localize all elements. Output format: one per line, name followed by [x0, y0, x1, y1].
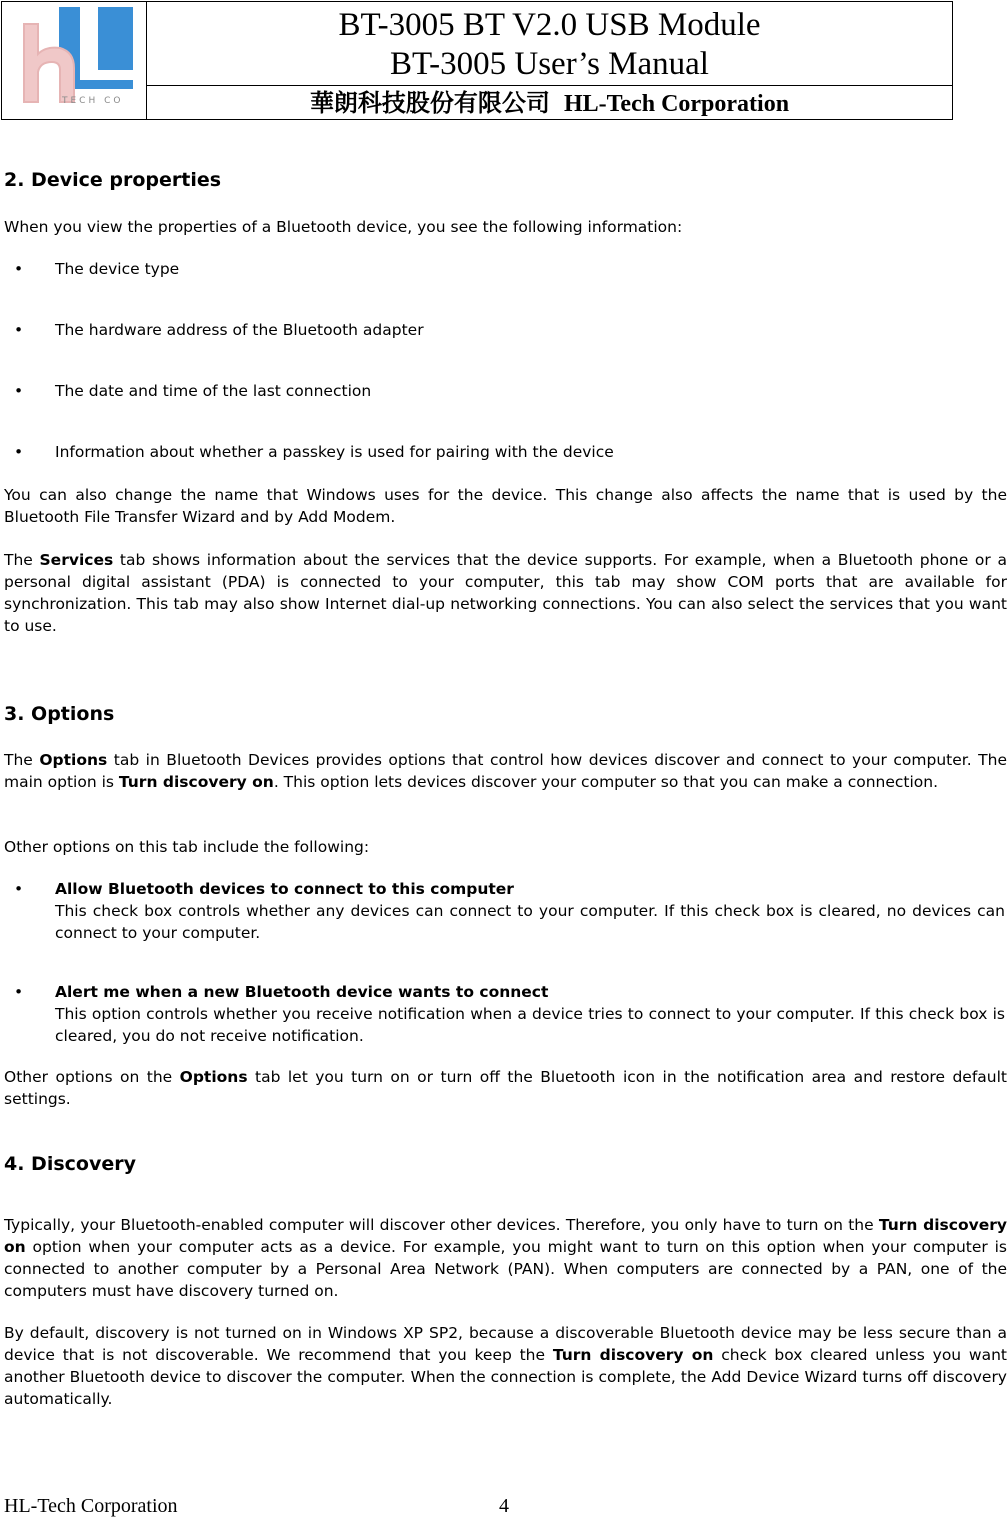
section-3-paragraph-3	[4, 1066, 1007, 1110]
option-title: Alert me when a new Bluetooth device wants to connect	[55, 983, 549, 1001]
text-run: By default, discovery is not turned on in Windows XP SP2, because a discoverable Bluetooth device may be less secure than a device that is not discoverable. We recommend that you keep the	[4, 1324, 1007, 1364]
company-name	[147, 87, 952, 119]
option-description: This option controls whether you receive notification when a device tries to connect to your computer. If this check box is cleared, you do not receive notification.	[55, 1005, 1005, 1045]
bullet-icon: •	[14, 321, 24, 339]
text-run: tab let you turn on or turn off the Bluetooth icon in the notification area and restore default settings.	[4, 1068, 1007, 1108]
bullet-icon: •	[14, 260, 24, 278]
option-description: This check box controls whether any devices can connect to your computer. If this check box is cleared, no devices can connect to your computer.	[55, 902, 1005, 942]
bold-term: Options	[39, 751, 108, 769]
text-run: Other options on the	[4, 1068, 180, 1086]
list-item: The device type	[55, 260, 180, 278]
list-item: The date and time of the last connection	[55, 382, 372, 400]
text-run: tab in Bluetooth Devices provides options that control how devices discover and connect to your computer. The main option is	[4, 751, 1007, 791]
logo-cell	[2, 2, 147, 119]
section-2-paragraph-2	[4, 549, 1007, 637]
section-2-paragraph-1: You can also change the name that Windows uses for the device. This change also affects the name that is used by the Bluetooth File Transfer Wizard and by Add Modem.	[4, 486, 1007, 526]
section-3-heading: 3. Options	[4, 703, 115, 725]
bold-term: Turn discovery on	[4, 1216, 1007, 1256]
text-run: Typically, your Bluetooth-enabled computer will discover other devices. Therefore, you only have to turn on the	[4, 1216, 879, 1234]
section-2-heading: 2. Device properties	[4, 169, 222, 191]
section-2-intro: When you view the properties of a Bluetooth device, you see the following information:	[4, 218, 683, 236]
text-run: . This option lets devices discover your computer so that you can make a connection.	[273, 773, 939, 791]
bold-term: Turn discovery on	[118, 773, 274, 791]
bullet-icon: •	[14, 443, 24, 461]
bold-term: Turn discovery on	[552, 1346, 714, 1364]
document-header	[1, 1, 953, 120]
company-name-cn: 華朗科技股份有限公司	[309, 88, 550, 117]
bullet-icon: •	[14, 382, 24, 400]
list-item	[55, 981, 1005, 1047]
text-run: tab shows information about the services that the device supports. For example, when a Bluetooth phone or a personal digital assistant (PDA) is connected to your computer, this tab may show COM ports that are available for synchronization. This tab may also show Internet dial-up networking connections. You can also select the services that you want to use.	[4, 551, 1007, 635]
list-item	[55, 878, 1005, 944]
text-run: The	[4, 751, 40, 769]
page-number: 4	[499, 1495, 509, 1517]
text-run: option when your computer acts as a device. For example, you might want to turn on this option when your computer is connected to another computer by a Personal Area Network (PAN). When computers are connected by a PAN, one of the computers must have discovery turned on.	[4, 1238, 1007, 1300]
bullet-icon: •	[14, 880, 24, 898]
option-title: Allow Bluetooth devices to connect to this computer	[55, 880, 514, 898]
section-3-paragraph-1	[4, 749, 1007, 793]
title-line-1: BT-3005 BT V2.0 USB Module	[338, 7, 761, 43]
list-item: The hardware address of the Bluetooth adapter	[55, 321, 424, 339]
text-run: The	[4, 551, 40, 569]
text-run: check box cleared unless you want another Bluetooth device to discover the computer. When the connection is complete, the Add Device Wizard turns off discovery automatically.	[4, 1346, 1007, 1408]
logo-text: TECH CO	[62, 96, 124, 106]
bold-term: Options	[179, 1068, 248, 1086]
hl-tech-logo	[2, 2, 146, 119]
bold-term: Services	[39, 551, 114, 569]
company-name-en: HL-Tech Corporation	[563, 91, 790, 117]
manual-title	[147, 2, 952, 86]
section-4-paragraph-2	[4, 1322, 1007, 1410]
list-item: Information about whether a passkey is used for pairing with the device	[55, 443, 614, 461]
footer-company: HL-Tech Corporation	[4, 1495, 178, 1517]
section-4-heading: 4. Discovery	[4, 1153, 136, 1175]
bullet-icon: •	[14, 983, 24, 1001]
title-line-2: BT-3005 User’s Manual	[390, 46, 709, 82]
section-4-paragraph-1	[4, 1214, 1007, 1302]
section-3-paragraph-2: Other options on this tab include the following:	[4, 838, 370, 856]
